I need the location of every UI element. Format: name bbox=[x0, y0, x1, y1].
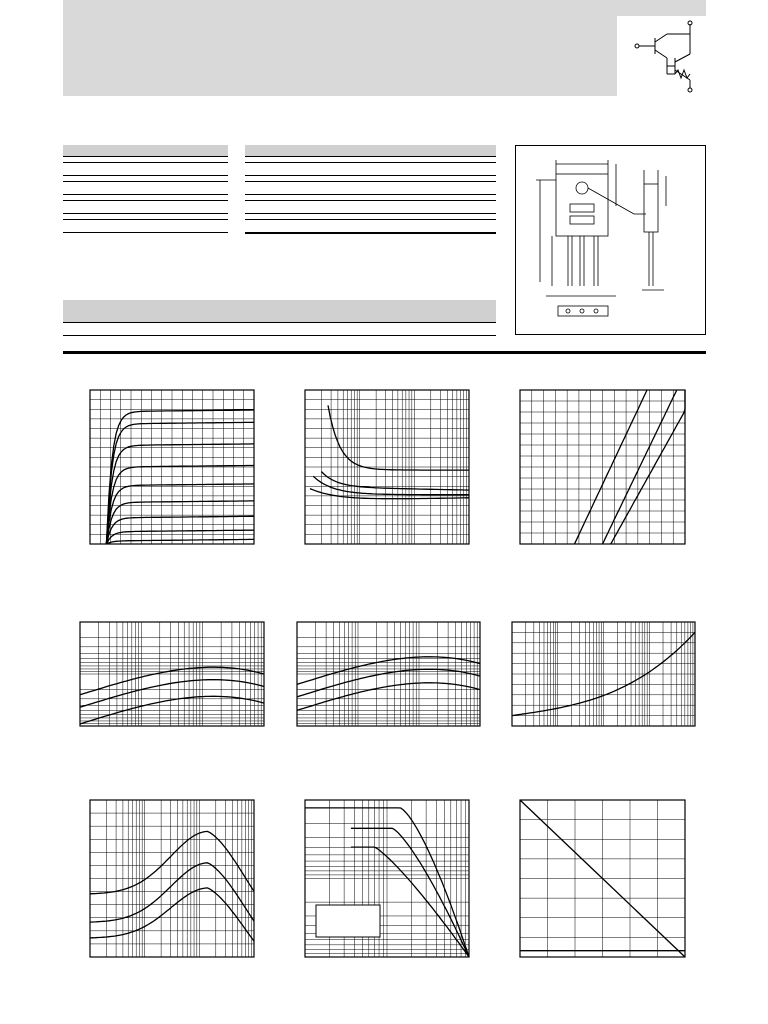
darlington-symbol-icon bbox=[617, 16, 706, 96]
hfe-rank-table bbox=[63, 300, 496, 336]
chart-transient-thermal bbox=[512, 622, 695, 726]
chart-safe-operating-area bbox=[305, 800, 469, 957]
abs-max-ratings-table bbox=[63, 145, 228, 233]
chart-gain-vs-current bbox=[90, 800, 254, 957]
chart-output-characteristics bbox=[90, 390, 254, 544]
circuit-symbol-box bbox=[617, 16, 706, 96]
header-band bbox=[63, 0, 706, 96]
section-divider bbox=[63, 351, 706, 354]
chart-dc-current-gain bbox=[80, 622, 264, 726]
chart-dc-current-gain-temp bbox=[297, 622, 480, 726]
electrical-characteristics-table bbox=[245, 145, 496, 234]
legend-box bbox=[316, 905, 380, 937]
package-drawing-icon bbox=[516, 146, 707, 336]
chart-saturation-voltage bbox=[305, 390, 469, 544]
chart-power-derating bbox=[520, 800, 685, 957]
chart-transfer-characteristics bbox=[520, 390, 685, 544]
package-outline-box bbox=[515, 145, 706, 335]
